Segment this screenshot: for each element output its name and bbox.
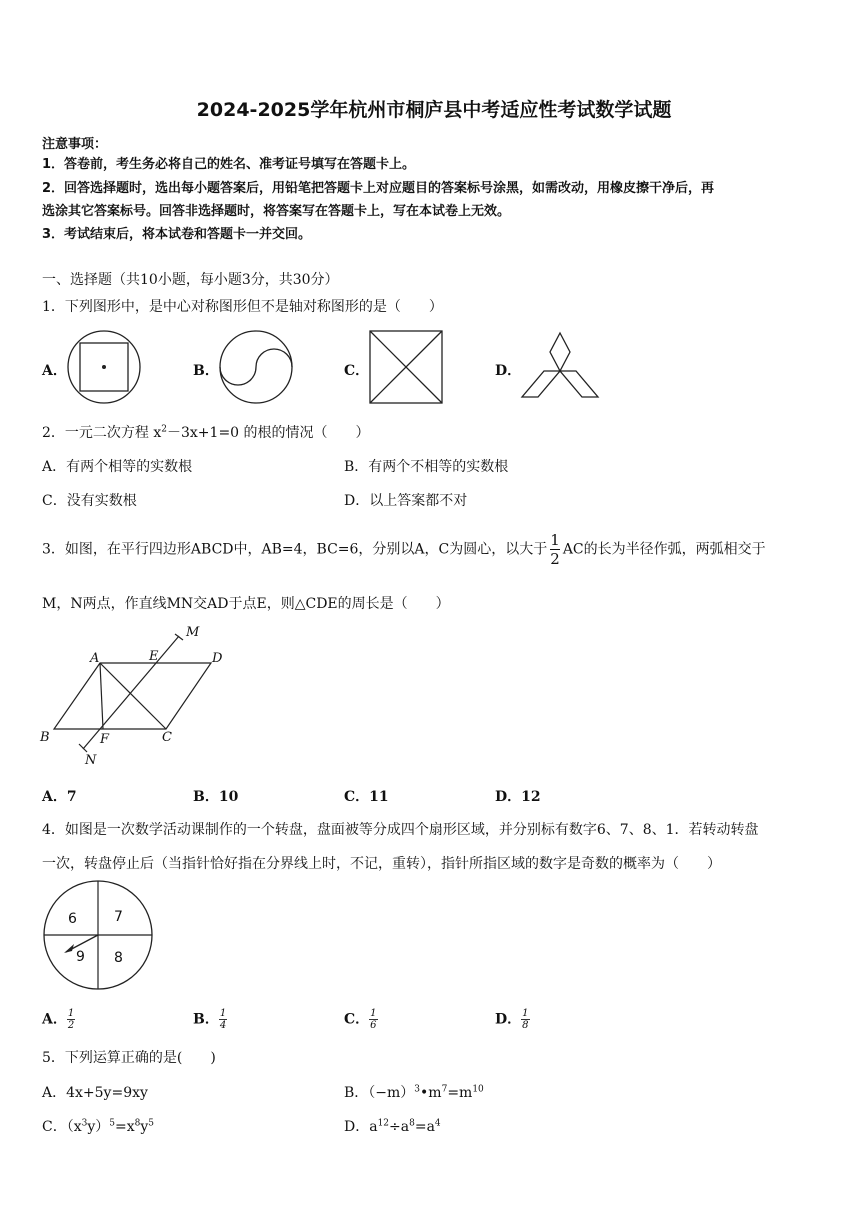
- q5-d-mid: ÷a: [389, 1119, 410, 1135]
- q1-figure-a: [66, 329, 142, 405]
- section-heading: 一、选择题（共10小题，每小题3分，共30分）: [42, 272, 339, 288]
- q5-option-d: [344, 1116, 441, 1136]
- q4-sector-8: 8: [114, 950, 123, 966]
- q5-c-exp4: 5: [148, 1118, 155, 1129]
- q2-stem: [42, 422, 370, 442]
- q3-stem-b: AC的长为半径作弧，两弧相交于: [562, 541, 766, 558]
- q3-label-n: N: [85, 753, 97, 768]
- q5-b-post: =m: [447, 1085, 473, 1101]
- q2-option-b: B．有两个不相等的实数根: [344, 459, 509, 475]
- q5-c-pre: C．（x: [42, 1119, 82, 1135]
- q5-c-exp3: 8: [134, 1118, 141, 1129]
- q5-option-c: [42, 1116, 154, 1136]
- q4-option-b-den: 4: [219, 1020, 227, 1031]
- q1-option-a-label: A．: [42, 363, 67, 379]
- q4-sector-7: 7: [114, 909, 123, 925]
- q3-label-d: D: [212, 651, 223, 666]
- q5-b-mid: •m: [420, 1085, 442, 1101]
- q3-option-c: C．11: [344, 789, 389, 805]
- q2-stem-pre: 2．一元二次方程 x: [42, 425, 162, 441]
- q1-option-b-label: B．: [193, 363, 219, 379]
- q1-figure-d: [520, 333, 600, 399]
- q4-option-a-num: 1: [67, 1008, 75, 1019]
- q4-option-d-fraction: [521, 1008, 529, 1031]
- q4-option-c-label: C．: [344, 1011, 370, 1028]
- q4-stem-line2: 一次，转盘停止后（当指针恰好指在分界线上时，不记，重转），指针所指区域的数字是奇数的概率为（ ）: [42, 856, 721, 872]
- q4-option-a-label: A．: [42, 1011, 67, 1028]
- q4-option-c-num: 1: [370, 1008, 377, 1019]
- q4-option-a-den: 2: [67, 1020, 75, 1031]
- q1-option-d-label: D．: [495, 363, 522, 379]
- q5-d-exp2: 8: [409, 1118, 415, 1129]
- q5-c-y: y: [140, 1119, 149, 1135]
- q2-option-a: A．有两个相等的实数根: [42, 459, 193, 475]
- q4-option-d: [495, 1008, 530, 1031]
- q3-label-c: C: [162, 730, 172, 745]
- notice-heading: 注意事项：: [42, 137, 108, 152]
- q1-figure-c: [369, 330, 443, 404]
- q4-option-b-fraction: [219, 1008, 227, 1031]
- q4-stem-line1: 4．如图是一次数学活动课制作的一个转盘，盘面被等分成四个扇形区域，并分别标有数字6、7、8、1．若转动转盘: [42, 822, 759, 838]
- q2-stem-sup: 2: [161, 424, 167, 435]
- q5-stem: 5．下列运算正确的是( ): [42, 1050, 216, 1066]
- q5-d-exp1: 12: [377, 1118, 390, 1129]
- q4-option-d-den: 8: [522, 1020, 529, 1031]
- q3-label-e: E: [149, 649, 159, 664]
- notice-item-2b: 选涂其它答案标号。回答非选择题时，将答案写在答题卡上，写在本试卷上无效。: [42, 204, 511, 219]
- q3-option-b: B．10: [193, 789, 239, 805]
- q5-d-pre: D．a: [344, 1119, 378, 1135]
- q5-c-exp2: 5: [109, 1118, 115, 1129]
- exam-title: 2024-2025学年杭州市桐庐县中考适应性考试数学试题: [196, 99, 672, 121]
- notice-item-2a: 2．回答选择题时，选出每小题答案后，用铅笔把答题卡上对应题目的答案标号涂黑，如需改动，用橡皮擦干净后，再: [42, 181, 715, 196]
- q4-spinner-figure: [42, 880, 156, 990]
- q3-label-f: F: [100, 732, 110, 747]
- q3-fraction: [550, 531, 560, 568]
- q4-option-b-num: 1: [219, 1008, 227, 1019]
- q3-frac-num: 1: [550, 531, 560, 549]
- q5-d-exp3: 4: [434, 1118, 441, 1129]
- q4-option-a-fraction: [67, 1008, 75, 1031]
- q5-c-mid: y）: [87, 1119, 110, 1135]
- q3-label-m: M: [186, 625, 200, 640]
- q5-b-exp3: 10: [472, 1084, 484, 1095]
- q4-sector-9: 9: [76, 949, 85, 965]
- q5-c-exp1: 3: [81, 1118, 88, 1129]
- q4-option-a: [42, 1008, 75, 1031]
- q5-option-b: [344, 1082, 484, 1102]
- notice-item-3: 3．考试结束后，将本试卷和答题卡一并交回。: [42, 227, 312, 242]
- q3-label-b: B: [40, 730, 50, 745]
- q3-frac-den: 2: [550, 550, 560, 568]
- q1-figure-b: [218, 329, 294, 405]
- q1-stem: 1．下列图形中，是中心对称图形但不是轴对称图形的是（ ）: [42, 299, 443, 315]
- notice-item-1: 1．答卷前，考生务必将自己的姓名、准考证号填写在答题卡上。: [42, 157, 416, 172]
- q3-option-a: A．7: [42, 789, 77, 805]
- q2-option-c: C．没有实数根: [42, 493, 137, 509]
- q4-option-d-num: 1: [522, 1008, 529, 1019]
- q4-option-c-den: 6: [370, 1020, 377, 1031]
- q4-option-b-label: B．: [193, 1011, 219, 1028]
- q4-option-c-fraction: [369, 1008, 377, 1031]
- q3-label-a: A: [90, 651, 100, 666]
- q2-option-d: D．以上答案都不对: [344, 493, 468, 509]
- q1-option-c-label: C．: [344, 363, 370, 379]
- q3-stem-line1: [42, 531, 766, 568]
- q3-option-d: D．12: [495, 789, 541, 805]
- q4-option-b: [193, 1008, 227, 1031]
- q3-stem-line2: M，N两点，作直线MN交AD于点E，则△CDE的周长是（ ）: [42, 596, 450, 612]
- q2-stem-post: －3x+1=0 的根的情况（ ）: [167, 425, 370, 441]
- q5-b-exp1: 3: [414, 1084, 421, 1095]
- q5-c-eq: =x: [115, 1119, 135, 1135]
- q5-b-exp2: 7: [441, 1084, 448, 1095]
- q4-sector-6: 6: [68, 911, 77, 927]
- q3-parallelogram-figure: [38, 622, 238, 772]
- q4-option-c: [344, 1008, 378, 1031]
- q3-stem-a: 3．如图，在平行四边形ABCD中，AB=4，BC=6，分别以A，C为圆心，以大于: [42, 541, 548, 558]
- q4-option-d-label: D．: [495, 1011, 522, 1028]
- q5-d-post: =a: [414, 1119, 435, 1135]
- q5-option-a: A．4x+5y=9xy: [42, 1085, 148, 1101]
- q5-b-pre: B．（−m）: [344, 1085, 415, 1101]
